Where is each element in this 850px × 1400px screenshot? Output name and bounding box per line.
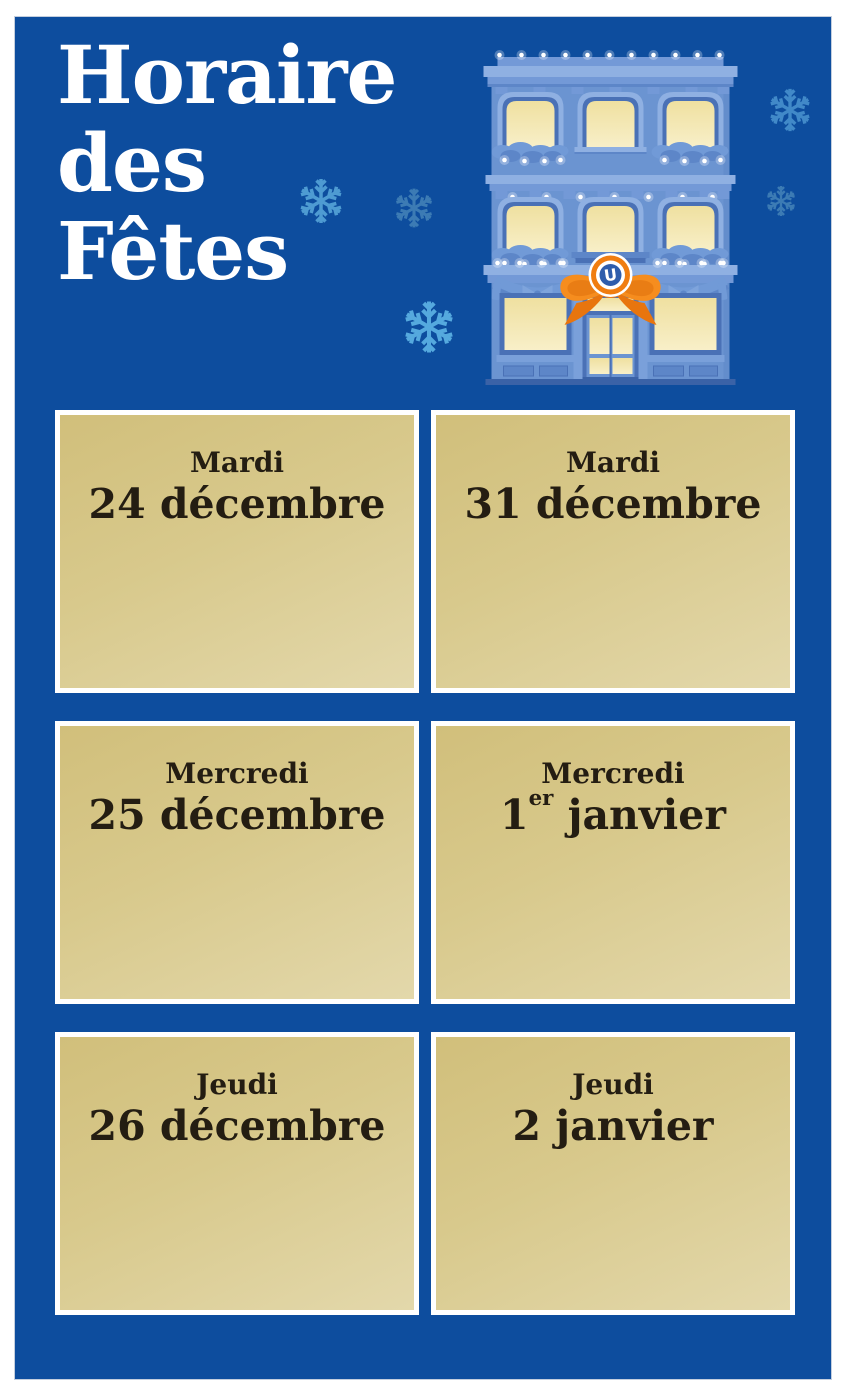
card-date-number: 24 — [88, 480, 146, 528]
card-day-label: Mercredi — [165, 757, 309, 790]
u-logo-letter: U — [602, 264, 619, 286]
schedule-card — [55, 721, 419, 1004]
snowflake-icon — [296, 176, 346, 226]
card-day-label: Mardi — [189, 446, 285, 479]
card-date-label — [89, 480, 386, 528]
schedule-card — [55, 1032, 419, 1315]
snowflake-icon — [400, 298, 458, 356]
card-date-number: 2 — [512, 1102, 541, 1150]
schedule-grid — [55, 410, 795, 1315]
card-date-label — [89, 791, 386, 839]
card-date-label — [89, 1102, 386, 1150]
card-date-label — [465, 480, 762, 528]
schedule-card — [55, 410, 419, 693]
schedule-card — [431, 410, 795, 693]
holiday-title — [57, 28, 397, 298]
title-line-2: des — [57, 116, 206, 210]
title-line-1: Horaire — [57, 28, 397, 122]
snowflake-icon — [392, 186, 436, 230]
card-date-number: 1 — [500, 791, 529, 839]
snowflake-icon — [764, 184, 798, 218]
card-date-label — [512, 1102, 713, 1150]
card-date-month: janvier — [540, 1102, 714, 1150]
card-day-label: Jeudi — [196, 1068, 278, 1101]
card-date-ordinal: er — [528, 785, 554, 811]
card-day-label: Jeudi — [572, 1068, 654, 1101]
card-date-month: décembre — [521, 480, 762, 528]
title-line-3: Fêtes — [57, 204, 289, 298]
card-date-number: 26 — [88, 1102, 146, 1150]
card-date-month: décembre — [145, 480, 386, 528]
card-date-month: décembre — [145, 791, 386, 839]
snowflake-icon — [766, 86, 814, 134]
schedule-card — [431, 721, 795, 1004]
store-building-illustration — [479, 47, 742, 385]
schedule-card — [431, 1032, 795, 1315]
card-date-month: décembre — [145, 1102, 386, 1150]
card-date-number: 31 — [464, 480, 522, 528]
card-date-number: 25 — [88, 791, 146, 839]
card-day-label: Mardi — [565, 446, 661, 479]
card-date-label — [500, 785, 726, 839]
card-date-month: janvier — [553, 791, 726, 839]
poster-background — [15, 17, 831, 1379]
card-day-label: Mercredi — [541, 757, 685, 790]
